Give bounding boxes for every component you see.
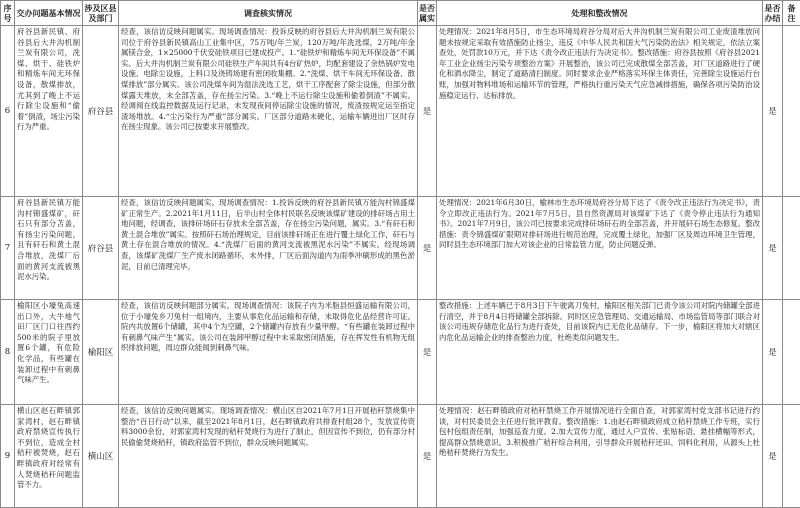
row-number: 9 xyxy=(1,405,15,508)
note-cell xyxy=(783,300,800,405)
row-number: 6 xyxy=(1,26,15,197)
handle-cell xyxy=(437,300,763,405)
is-closed-cell: 是 xyxy=(763,405,783,508)
note-cell xyxy=(783,26,800,197)
is-closed-cell: 是 xyxy=(763,300,783,405)
note-cell xyxy=(783,405,800,508)
handle-text: 整改措施：上述车辆已于8月3日下午驶离刀兔村，榆阳区相关部门已责令该公司对院内储罐全部进行清空，并于8月4日将储罐全部拆除。同时区应急管理局、交通运输局、市场监管局等部门联合对该公司违规存储危化品行为进行查处，目前该院内已无危化品储存。下一步，榆阳区将加大对辖区内危化品运输企业的排查整治力度，杜绝类似问题发生。 xyxy=(439,301,760,403)
header-no: 序号 xyxy=(1,1,15,26)
is-closed-cell: 是 xyxy=(763,26,783,197)
handle-text: 处理情况：赵石畔镇政府对秸秆禁烧工作开展情况进行全面自查，对郭家湾村党支部书记进行约谈，对村民委员会主任进行批评教育。整改措施：1.由赵石畔镇政府成立秸秆禁烧工作专班，实行包村包组责任制，加强巡查力度。2.加大宣传力度，通过入户宣传、张贴标语、悬挂横幅等形式，提高群众禁烧意识。3.积极推广秸秆综合利用，引导群众开展秸秆还田、饲料化利用，从源头上杜绝秸秆焚烧行为发生。 xyxy=(439,406,760,506)
verify-cell xyxy=(119,26,418,197)
verify-cell xyxy=(119,300,418,405)
handle-cell xyxy=(437,26,763,197)
issue-cell xyxy=(15,300,83,405)
issue-text: 府谷县新民镇、府谷县后大井沟机制兰炭有限公司，洗煤、烘干、硅铁炉和精炼车间无环保设备，散煤排放，尤其到了晚上不运行除尘设施和“偷着”倒渣，场尘污染行为严重。 xyxy=(17,27,80,195)
header-is-closed: 是否办结 xyxy=(763,1,783,26)
issue-cell xyxy=(15,26,83,197)
header-note: 备注 xyxy=(783,1,800,26)
table-row xyxy=(1,405,800,508)
verify-text: 经查，该信访反映问题属实。现场调查情况：投诉反映的府谷县后大井沟机制兰炭有限公司位于府谷县新民镇高山工业集中区，75万吨/年兰炭，120万吨/年洗选煤，2万吨/年金属镁合金，1×25000千伏安硅铁项目已建成投产。1.“硅铁炉和精炼车间无环保设备”不属实。后大井沟机制兰炭有限公司硅铁生产车间共有4台矿热炉，均配套建设了余热锅炉发电设施、电除尘设施，上料口及浇铸场建有密闭收集棚。2.“洗煤、烘干车间无环保设备、散煤排放”部分属实。该公司洗煤车间为湿法洗选工艺，烘干工序配套了除尘设施，但部分散煤露天堆放，未全部苫盖，存在扬尘污染。3.“晚上不运行除尘设施和偷着倒渣”不属实。经调阅在线监控数据及运行记录，未发现夜间停运除尘设施的情况，废渣按规定运至指定渣场堆放。4.“尘污染行为严重”部分属实。厂区部分道路未硬化，运输车辆进出厂区时存在扬尘现象。该公司已按要求开展整改。 xyxy=(121,27,415,195)
issue-cell xyxy=(15,405,83,508)
header-handle: 处理和整改情况 xyxy=(437,1,763,26)
issue-text: 府谷县新民镇万能沟村锦盛煤矿，矸石只有部分苫盖，有扬尘污染问题，且有矸石和黄土混合堆放，洗煤厂后面的黄河支流被黑泥水污染。 xyxy=(17,198,80,298)
table-row xyxy=(1,26,800,197)
is-true-cell: 是 xyxy=(418,300,437,405)
header-is-true: 是否属实 xyxy=(418,1,437,26)
verify-text: 经查，该信访反映问题属实。现场调查情况：横山区自2021年7月1日开展秸秆禁烧集中整治“百日行动”以来，截至2021年8月1日，赵石畔镇政府共排查村组28个，发放宣传资料3000余份，对郭家湾村发现的秸秆焚烧行为进行了制止，但因宣传不到位，仍有部分村民偷偷焚烧秸秆，镇政府监管不到位，群众反映问题属实。 xyxy=(121,406,415,506)
issue-text: 横山区赵石畔镇郭家湾村，赵石畔镇政府禁烧宣传执行不到位，造成全村秸秆被焚烧，赵石畔镇政府对经常有人焚烧秸秆问题监管不力。 xyxy=(17,406,80,506)
issue-cell xyxy=(15,197,83,300)
is-true-cell: 是 xyxy=(418,26,437,197)
verify-text: 经查，该信访反映问题部分属实。现场调查情况：该院子内为米脂县恒盛运输有限公司，位于小壕兔乡刀兔村一组境内，主要从事危化品运输和存储，未取得危化品经营许可证。院内共放置6个储罐，其中4个为空罐，2个储罐内存放有少量甲醇。“有些罐在装卸过程中有刺鼻气味产生”属实。该公司在装卸甲醇过程中未采取密闭措施，存在挥发性有机物无组织排放问题，周边群众能闻到刺鼻气味。 xyxy=(121,301,415,403)
header-district: 涉及区县及部门 xyxy=(83,1,119,26)
table-row xyxy=(1,300,800,405)
verify-text: 经查，该信访反映问题属实。现场调查情况：1.投诉反映的府谷县新民镇万能沟村锦盛煤矿正常生产。2.2021年1月11日，后半山村全体村民联名反映该煤矿建设的排矸场占用土地问题，经调查，该排矸场矸石存放未全部苫盖，存在扬尘污染问题，属实。3.“有矸石和黄土混合堆放”属实。按照矸石场治理规定，目前该排矸场正在进行覆土绿化工作，矸石与黄土存在混合堆放的情况。4.“洗煤厂后面的黄河支流被黑泥水污染”不属实。经现场调查，该煤矿洗煤厂生产废水闭路循环，未外排，厂区后面沟道内为雨季冲刷形成的黑色淤泥，目前已清理完毕。 xyxy=(121,198,415,298)
note-cell xyxy=(783,197,800,300)
handle-text: 处理情况：2021年8月5日，市生态环境局府谷分局对后大井沟机制兰炭有限公司工业废渣堆放问题未按规定采取有效措施防止扬尘，违反《中华人民共和国大气污染防治法》相关规定，依法立案查处，处罚款10万元，并下达《责令改正违法行为决定书》。整改措施：府谷县按照《府谷县2021年工业企业扬尘污染专项整治方案》开展整治，该公司已完成散煤全部苫盖，对厂区道路进行了硬化和洒水降尘，制定了道路清扫制度。同时要求企业严格落实环保主体责任，完善除尘设施运行台账，加强对物料堆场和运输环节的管理，严格执行重污染天气应急减排措施，确保各项污染防治设施稳定运行、达标排放。 xyxy=(439,27,760,195)
handle-cell xyxy=(437,197,763,300)
row-number: 7 xyxy=(1,197,15,300)
row-number: 8 xyxy=(1,300,15,405)
table-row xyxy=(1,197,800,300)
table-header-row xyxy=(1,1,800,26)
handle-cell xyxy=(437,405,763,508)
is-true-cell: 是 xyxy=(418,197,437,300)
verify-cell xyxy=(119,197,418,300)
district-cell: 横山区 xyxy=(83,405,119,508)
handle-text: 处理情况：2021年6月30日，榆林市生态环境局府谷分局下达了《责令改正违法行为决定书》，责令立即改正违法行为。2021年7月5日，县自然资源局对该煤矿下达了《责令停止违法行为通知书》。2021年7月9日，该公司已按要求完成排矸场矸石的全部苫盖，并开展矸石场生态修复。整改措施：责令锦盛煤矿限期对排矸场进行规范治理，完成覆土绿化，加强厂区及周边环境卫生管理，同时县生态环境部门加大对该企业的日常监管力度，防止问题反弹。 xyxy=(439,198,760,298)
district-cell: 府谷县 xyxy=(83,26,119,197)
verify-cell xyxy=(119,405,418,508)
issue-text: 榆阳区小壕兔高速出口外，大牛地气田厂区门口往西约500米的院子里放置6个罐，有危险化学品，有些罐在装卸过程中有刺鼻气味产生。 xyxy=(17,301,80,403)
district-cell: 榆阳区 xyxy=(83,300,119,405)
header-verify: 调查核实情况 xyxy=(119,1,418,26)
is-closed-cell: 是 xyxy=(763,197,783,300)
is-true-cell: 是 xyxy=(418,405,437,508)
header-issue: 交办问题基本情况 xyxy=(15,1,83,26)
district-cell: 府谷县 xyxy=(83,197,119,300)
